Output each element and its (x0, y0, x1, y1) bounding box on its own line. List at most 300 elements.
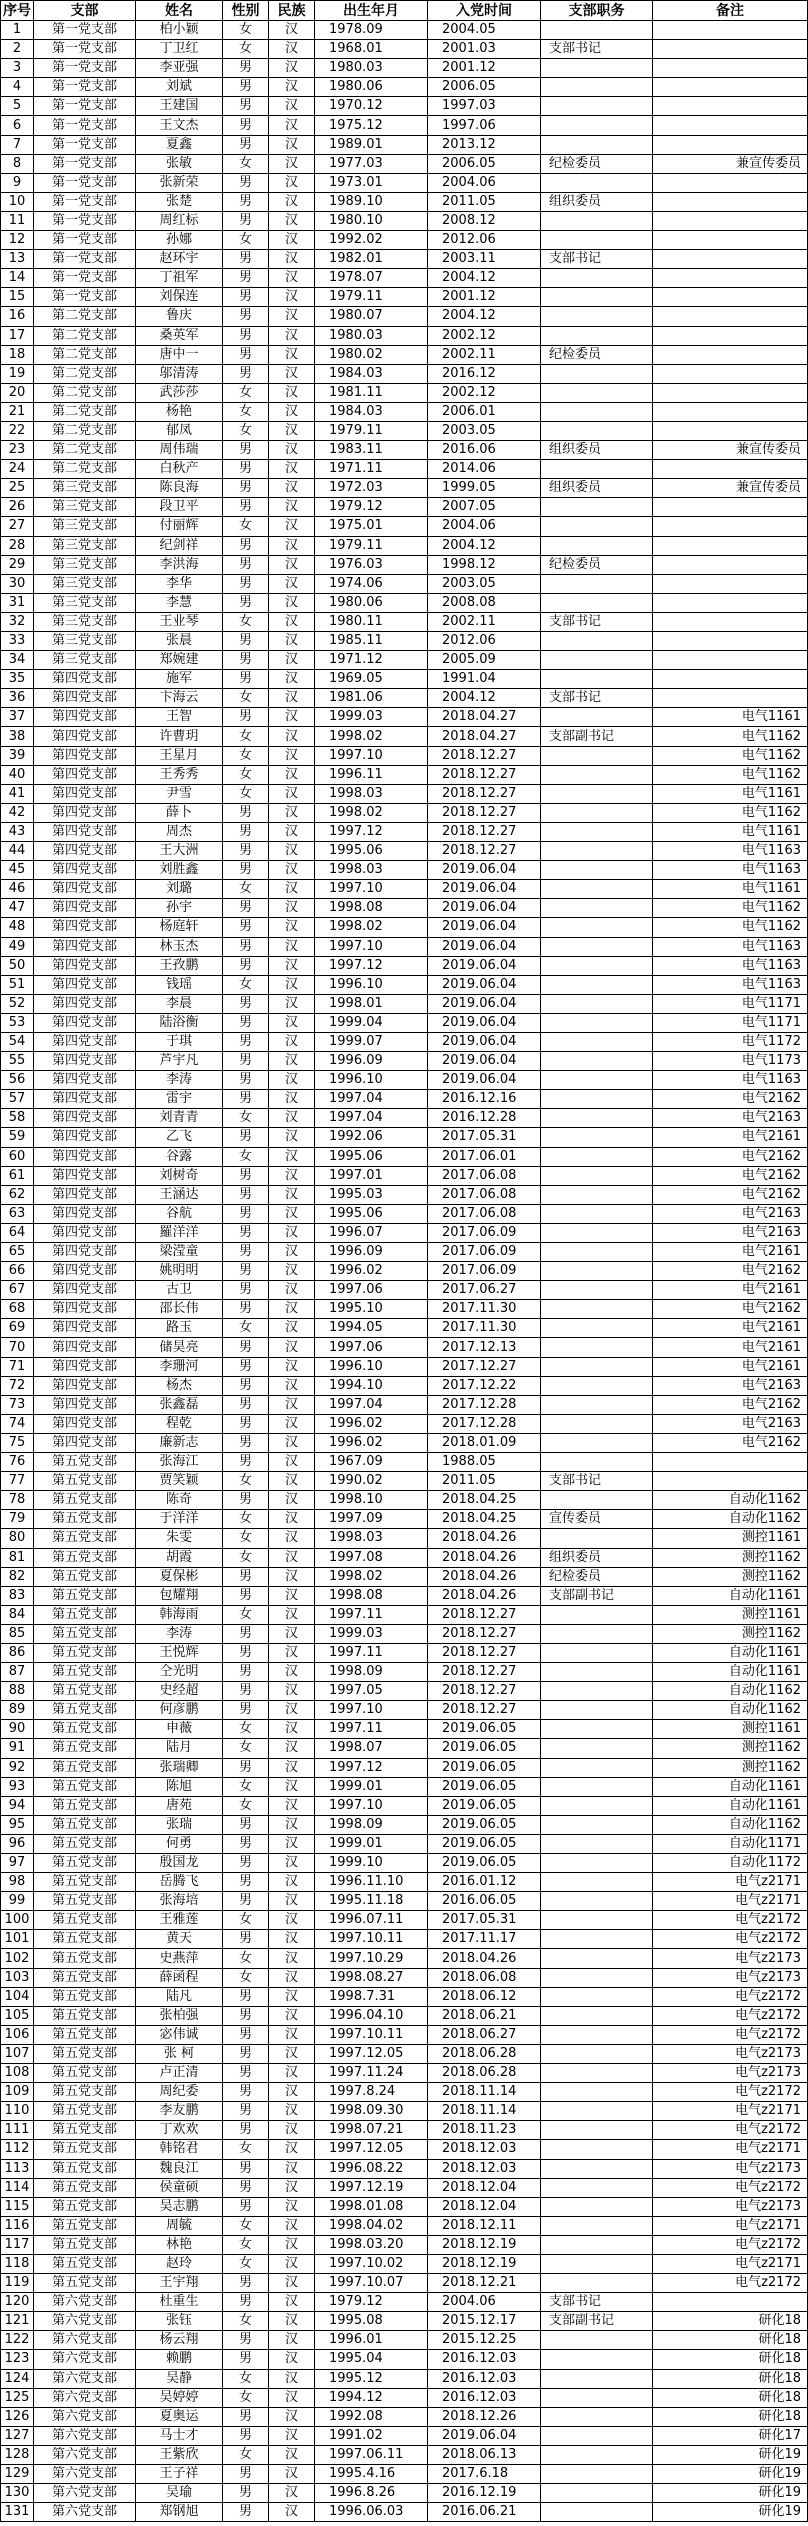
cell-ethnicity: 汉 (269, 1892, 315, 1911)
cell-join-date: 2019.06.04 (428, 2426, 541, 2445)
cell-join-date: 2018.06.28 (428, 2064, 541, 2083)
cell-branch-role (541, 2426, 653, 2445)
cell-branch: 第一党支部 (34, 154, 136, 173)
table-row (1, 1548, 808, 1567)
cell-index: 113 (1, 2159, 34, 2178)
cell-note: 电气1163 (653, 956, 808, 975)
cell-gender: 男 (223, 1262, 269, 1281)
table-row (1, 2044, 808, 2063)
cell-branch-role (541, 1605, 653, 1624)
cell-note: 测控1162 (653, 1624, 808, 1643)
cell-note: 电气1171 (653, 1013, 808, 1032)
cell-note: 自动化1171 (653, 1834, 808, 1853)
cell-gender: 男 (223, 2426, 269, 2445)
cell-gender: 男 (223, 1586, 269, 1605)
cell-branch-role: 支部书记 (541, 2293, 653, 2312)
cell-ethnicity: 汉 (269, 975, 315, 994)
cell-branch: 第一党支部 (34, 173, 136, 192)
cell-branch-role: 支部副书记 (541, 2312, 653, 2331)
cell-index: 94 (1, 1796, 34, 1815)
cell-join-date: 2004.12 (428, 536, 541, 555)
cell-birth-date: 1973.01 (315, 173, 428, 192)
cell-branch: 第三党支部 (34, 479, 136, 498)
cell-ethnicity: 汉 (269, 612, 315, 631)
cell-ethnicity: 汉 (269, 154, 315, 173)
cell-birth-date: 1997.10.11 (315, 2025, 428, 2044)
cell-branch: 第五党支部 (34, 1701, 136, 1720)
cell-gender: 男 (223, 59, 269, 78)
cell-name: 王子祥 (136, 2465, 223, 2484)
cell-gender: 女 (223, 2216, 269, 2235)
cell-name: 郑钢旭 (136, 2503, 223, 2522)
cell-name: 夏奥运 (136, 2407, 223, 2426)
table-row (1, 1930, 808, 1949)
cell-index: 117 (1, 2235, 34, 2254)
cell-name: 贾笑颖 (136, 1472, 223, 1491)
table-row (1, 1911, 808, 1930)
cell-birth-date: 1997.10 (315, 1796, 428, 1815)
cell-branch-role (541, 2197, 653, 2216)
cell-name: 钱瑶 (136, 975, 223, 994)
cell-gender: 男 (223, 555, 269, 574)
cell-branch: 第五党支部 (34, 2159, 136, 2178)
cell-gender: 男 (223, 1758, 269, 1777)
table-row (1, 1739, 808, 1758)
cell-ethnicity: 汉 (269, 1395, 315, 1414)
cell-name: 鲁庆 (136, 307, 223, 326)
cell-branch-role (541, 1834, 653, 1853)
cell-name: 张鑫磊 (136, 1395, 223, 1414)
cell-join-date: 2017.11.30 (428, 1300, 541, 1319)
cell-branch: 第二党支部 (34, 364, 136, 383)
cell-birth-date: 1999.03 (315, 708, 428, 727)
cell-birth-date: 1996.11.10 (315, 1873, 428, 1892)
cell-note: 电气2161 (653, 1338, 808, 1357)
cell-birth-date: 1989.10 (315, 192, 428, 211)
cell-join-date: 2018.12.27 (428, 803, 541, 822)
cell-birth-date: 1997.06 (315, 1281, 428, 1300)
cell-note (653, 383, 808, 402)
cell-branch: 第四党支部 (34, 803, 136, 822)
table-row (1, 746, 808, 765)
cell-name: 于琪 (136, 1032, 223, 1051)
cell-branch-role: 纪检委员 (541, 345, 653, 364)
cell-note (653, 517, 808, 536)
cell-branch-role (541, 651, 653, 670)
cell-index: 71 (1, 1357, 34, 1376)
cell-index: 56 (1, 1071, 34, 1090)
cell-join-date: 2013.12 (428, 135, 541, 154)
cell-join-date: 2019.06.04 (428, 880, 541, 899)
cell-note: 电气z2172 (653, 2235, 808, 2254)
table-row (1, 1758, 808, 1777)
cell-ethnicity: 汉 (269, 1815, 315, 1834)
cell-index: 8 (1, 154, 34, 173)
cell-branch-role (541, 2484, 653, 2503)
cell-name: 乙飞 (136, 1128, 223, 1147)
cell-join-date: 2015.12.17 (428, 2312, 541, 2331)
cell-gender: 男 (223, 803, 269, 822)
cell-ethnicity: 汉 (269, 1433, 315, 1452)
cell-birth-date: 1994.10 (315, 1376, 428, 1395)
cell-index: 40 (1, 765, 34, 784)
table-row (1, 1720, 808, 1739)
cell-note: 自动化1162 (653, 1510, 808, 1529)
cell-note: 研化19 (653, 2445, 808, 2464)
cell-join-date: 2018.04.27 (428, 708, 541, 727)
cell-name: 廉新志 (136, 1433, 223, 1452)
table-row (1, 2102, 808, 2121)
cell-note: 电气z2171 (653, 2102, 808, 2121)
cell-name: 王雅莲 (136, 1911, 223, 1930)
cell-birth-date: 1979.11 (315, 288, 428, 307)
cell-branch: 第五党支部 (34, 1567, 136, 1586)
cell-branch-role (541, 1643, 653, 1662)
cell-gender: 男 (223, 651, 269, 670)
cell-ethnicity: 汉 (269, 555, 315, 574)
cell-note: 自动化1162 (653, 1682, 808, 1701)
cell-note (653, 402, 808, 421)
cell-index: 49 (1, 937, 34, 956)
cell-index: 70 (1, 1338, 34, 1357)
cell-name: 羅洋洋 (136, 1223, 223, 1242)
cell-gender: 女 (223, 231, 269, 250)
cell-gender: 男 (223, 1357, 269, 1376)
cell-name: 魏良江 (136, 2159, 223, 2178)
table-row (1, 2407, 808, 2426)
table-row (1, 784, 808, 803)
table-row (1, 421, 808, 440)
cell-name: 梁滢童 (136, 1243, 223, 1262)
cell-index: 63 (1, 1204, 34, 1223)
cell-ethnicity: 汉 (269, 2006, 315, 2025)
header-name: 姓名 (136, 1, 223, 21)
cell-branch-role (541, 1204, 653, 1223)
cell-birth-date: 1997.05 (315, 1682, 428, 1701)
table-row (1, 517, 808, 536)
cell-branch-role (541, 1701, 653, 1720)
cell-join-date: 2001.12 (428, 288, 541, 307)
header-join-date: 入党时间 (428, 1, 541, 21)
cell-gender: 男 (223, 1204, 269, 1223)
cell-name: 邵长伟 (136, 1300, 223, 1319)
cell-birth-date: 1981.06 (315, 689, 428, 708)
cell-branch: 第五党支部 (34, 2025, 136, 2044)
cell-index: 89 (1, 1701, 34, 1720)
cell-birth-date: 1979.11 (315, 536, 428, 555)
cell-ethnicity: 汉 (269, 1624, 315, 1643)
cell-name: 吴静 (136, 2369, 223, 2388)
cell-ethnicity: 汉 (269, 2159, 315, 2178)
cell-branch-role (541, 746, 653, 765)
cell-birth-date: 1999.10 (315, 1854, 428, 1873)
table-row (1, 21, 808, 40)
cell-gender: 女 (223, 1109, 269, 1128)
cell-branch: 第二党支部 (34, 307, 136, 326)
cell-branch-role (541, 211, 653, 230)
cell-gender: 女 (223, 1911, 269, 1930)
cell-join-date: 2018.12.19 (428, 2254, 541, 2273)
cell-gender: 男 (223, 1376, 269, 1395)
cell-birth-date: 1980.06 (315, 593, 428, 612)
cell-ethnicity: 汉 (269, 1777, 315, 1796)
cell-birth-date: 1999.07 (315, 1032, 428, 1051)
cell-branch-role (541, 880, 653, 899)
cell-join-date: 2017.12.27 (428, 1357, 541, 1376)
cell-ethnicity: 汉 (269, 1758, 315, 1777)
cell-birth-date: 1977.03 (315, 154, 428, 173)
cell-ethnicity: 汉 (269, 1548, 315, 1567)
cell-birth-date: 1998.09.30 (315, 2102, 428, 2121)
cell-gender: 男 (223, 1643, 269, 1662)
cell-ethnicity: 汉 (269, 861, 315, 880)
cell-ethnicity: 汉 (269, 2445, 315, 2464)
cell-note: 电气z2171 (653, 2254, 808, 2273)
cell-ethnicity: 汉 (269, 479, 315, 498)
table-row (1, 1777, 808, 1796)
cell-name: 陈旭 (136, 1777, 223, 1796)
cell-index: 26 (1, 498, 34, 517)
cell-note: 自动化1161 (653, 1586, 808, 1605)
table-row (1, 1472, 808, 1491)
cell-join-date: 2017.11.17 (428, 1930, 541, 1949)
cell-note (653, 59, 808, 78)
cell-ethnicity: 汉 (269, 116, 315, 135)
cell-join-date: 2016.06 (428, 441, 541, 460)
cell-index: 118 (1, 2254, 34, 2273)
cell-name: 卞海云 (136, 689, 223, 708)
cell-branch-role (541, 2025, 653, 2044)
cell-branch: 第一党支部 (34, 288, 136, 307)
cell-birth-date: 1998.08 (315, 1586, 428, 1605)
cell-ethnicity: 汉 (269, 994, 315, 1013)
cell-name: 张海江 (136, 1453, 223, 1472)
cell-branch: 第五党支部 (34, 2102, 136, 2121)
table-row (1, 612, 808, 631)
cell-note: 电气1161 (653, 822, 808, 841)
cell-birth-date: 1995.06 (315, 1147, 428, 1166)
cell-note: 测控1162 (653, 1548, 808, 1567)
table-row (1, 1185, 808, 1204)
cell-birth-date: 1991.02 (315, 2426, 428, 2445)
cell-join-date: 2015.12.25 (428, 2331, 541, 2350)
cell-join-date: 2002.12 (428, 383, 541, 402)
cell-join-date: 2018.01.09 (428, 1433, 541, 1452)
cell-ethnicity: 汉 (269, 1987, 315, 2006)
cell-index: 22 (1, 421, 34, 440)
cell-branch: 第五党支部 (34, 1663, 136, 1682)
cell-join-date: 2019.06.04 (428, 956, 541, 975)
cell-join-date: 2018.04.26 (428, 1586, 541, 1605)
table-row (1, 1090, 808, 1109)
cell-ethnicity: 汉 (269, 2312, 315, 2331)
table-row (1, 2274, 808, 2293)
cell-branch: 第四党支部 (34, 1223, 136, 1242)
table-row (1, 1338, 808, 1357)
cell-join-date: 2018.12.27 (428, 1624, 541, 1643)
cell-join-date: 2016.12.28 (428, 1109, 541, 1128)
cell-name: 李珊河 (136, 1357, 223, 1376)
cell-note: 电气1163 (653, 937, 808, 956)
cell-name: 王紫欣 (136, 2445, 223, 2464)
cell-name: 周毓 (136, 2216, 223, 2235)
cell-name: 刘保连 (136, 288, 223, 307)
cell-ethnicity: 汉 (269, 1873, 315, 1892)
cell-ethnicity: 汉 (269, 1376, 315, 1395)
cell-name: 王文杰 (136, 116, 223, 135)
cell-join-date: 2019.06.05 (428, 1739, 541, 1758)
cell-name: 朱雯 (136, 1529, 223, 1548)
cell-birth-date: 1997.10.02 (315, 2254, 428, 2273)
cell-join-date: 2018.06.13 (428, 2445, 541, 2464)
cell-join-date: 2017.12.28 (428, 1395, 541, 1414)
table-row (1, 1682, 808, 1701)
cell-index: 83 (1, 1586, 34, 1605)
cell-name: 武莎莎 (136, 383, 223, 402)
table-row (1, 1624, 808, 1643)
cell-birth-date: 1998.10 (315, 1491, 428, 1510)
cell-name: 吴婷婷 (136, 2388, 223, 2407)
cell-branch: 第四党支部 (34, 1166, 136, 1185)
cell-index: 102 (1, 1949, 34, 1968)
cell-index: 127 (1, 2426, 34, 2445)
cell-index: 34 (1, 651, 34, 670)
cell-index: 100 (1, 1911, 34, 1930)
cell-ethnicity: 汉 (269, 1510, 315, 1529)
cell-name: 刘璐 (136, 880, 223, 899)
cell-note: 研化19 (653, 2503, 808, 2522)
cell-gender: 女 (223, 784, 269, 803)
cell-join-date: 2002.11 (428, 612, 541, 631)
cell-join-date: 2007.05 (428, 498, 541, 517)
cell-index: 68 (1, 1300, 34, 1319)
cell-join-date: 2019.06.04 (428, 1032, 541, 1051)
cell-join-date: 2004.12 (428, 269, 541, 288)
cell-gender: 男 (223, 1682, 269, 1701)
cell-birth-date: 1967.09 (315, 1453, 428, 1472)
cell-gender: 男 (223, 2006, 269, 2025)
cell-branch-role (541, 536, 653, 555)
cell-join-date: 2018.11.14 (428, 2102, 541, 2121)
cell-name: 周伟瑞 (136, 441, 223, 460)
cell-gender: 女 (223, 2312, 269, 2331)
table-row (1, 2140, 808, 2159)
cell-join-date: 2018.06.21 (428, 2006, 541, 2025)
cell-name: 张瑞 (136, 1815, 223, 1834)
cell-index: 108 (1, 2064, 34, 2083)
cell-name: 路玉 (136, 1319, 223, 1338)
cell-branch: 第二党支部 (34, 383, 136, 402)
table-row (1, 2484, 808, 2503)
cell-branch: 第四党支部 (34, 1300, 136, 1319)
cell-gender: 女 (223, 2140, 269, 2159)
cell-note: 电气z2171 (653, 2216, 808, 2235)
cell-birth-date: 1980.07 (315, 307, 428, 326)
cell-branch: 第二党支部 (34, 441, 136, 460)
cell-gender: 男 (223, 1624, 269, 1643)
cell-join-date: 2017.06.09 (428, 1223, 541, 1242)
cell-name: 孙娜 (136, 231, 223, 250)
cell-branch: 第四党支部 (34, 1109, 136, 1128)
cell-ethnicity: 汉 (269, 2178, 315, 2197)
cell-note: 电气1162 (653, 918, 808, 937)
cell-name: 古卫 (136, 1281, 223, 1300)
cell-join-date: 2018.04.25 (428, 1491, 541, 1510)
cell-gender: 女 (223, 880, 269, 899)
cell-ethnicity: 汉 (269, 1739, 315, 1758)
cell-gender: 男 (223, 288, 269, 307)
cell-gender: 女 (223, 1968, 269, 1987)
cell-note (653, 1453, 808, 1472)
cell-branch-role (541, 2216, 653, 2235)
cell-join-date: 2018.12.27 (428, 1643, 541, 1662)
cell-join-date: 1999.05 (428, 479, 541, 498)
cell-branch-role (541, 460, 653, 479)
cell-branch: 第五党支部 (34, 2216, 136, 2235)
cell-birth-date: 1979.12 (315, 498, 428, 517)
cell-index: 65 (1, 1243, 34, 1262)
cell-branch: 第四党支部 (34, 765, 136, 784)
cell-note: 电气2161 (653, 1357, 808, 1376)
table-row (1, 1032, 808, 1051)
cell-join-date: 2008.12 (428, 211, 541, 230)
cell-index: 28 (1, 536, 34, 555)
cell-gender: 男 (223, 632, 269, 651)
cell-ethnicity: 汉 (269, 1128, 315, 1147)
cell-branch-role (541, 861, 653, 880)
cell-gender: 男 (223, 2121, 269, 2140)
table-row (1, 918, 808, 937)
cell-branch-role (541, 1090, 653, 1109)
table-row (1, 1949, 808, 1968)
cell-birth-date: 1995.03 (315, 1185, 428, 1204)
cell-branch-role (541, 1338, 653, 1357)
cell-ethnicity: 汉 (269, 135, 315, 154)
cell-branch: 第四党支部 (34, 784, 136, 803)
cell-note: 电气2162 (653, 1395, 808, 1414)
cell-note (653, 593, 808, 612)
cell-name: 何勇 (136, 1834, 223, 1853)
table-row (1, 1262, 808, 1281)
cell-branch: 第六党支部 (34, 2445, 136, 2464)
cell-branch-role (541, 670, 653, 689)
cell-birth-date: 1994.05 (315, 1319, 428, 1338)
cell-birth-date: 1972.03 (315, 479, 428, 498)
cell-index: 116 (1, 2216, 34, 2235)
cell-gender: 女 (223, 402, 269, 421)
cell-branch-role (541, 1128, 653, 1147)
table-row (1, 231, 808, 250)
cell-join-date: 1997.03 (428, 97, 541, 116)
cell-index: 81 (1, 1548, 34, 1567)
cell-index: 33 (1, 632, 34, 651)
cell-name: 王孜鹏 (136, 956, 223, 975)
cell-index: 20 (1, 383, 34, 402)
cell-name: 谷航 (136, 1204, 223, 1223)
cell-branch-role (541, 1777, 653, 1796)
cell-index: 97 (1, 1854, 34, 1873)
cell-index: 55 (1, 1052, 34, 1071)
cell-note: 自动化1162 (653, 1701, 808, 1720)
table-row (1, 765, 808, 784)
cell-join-date: 2017.12.22 (428, 1376, 541, 1395)
cell-gender: 男 (223, 1433, 269, 1452)
cell-branch-role (541, 1013, 653, 1032)
cell-branch-role (541, 173, 653, 192)
cell-branch-role: 支部副书记 (541, 727, 653, 746)
cell-branch: 第一党支部 (34, 97, 136, 116)
cell-index: 131 (1, 2503, 34, 2522)
